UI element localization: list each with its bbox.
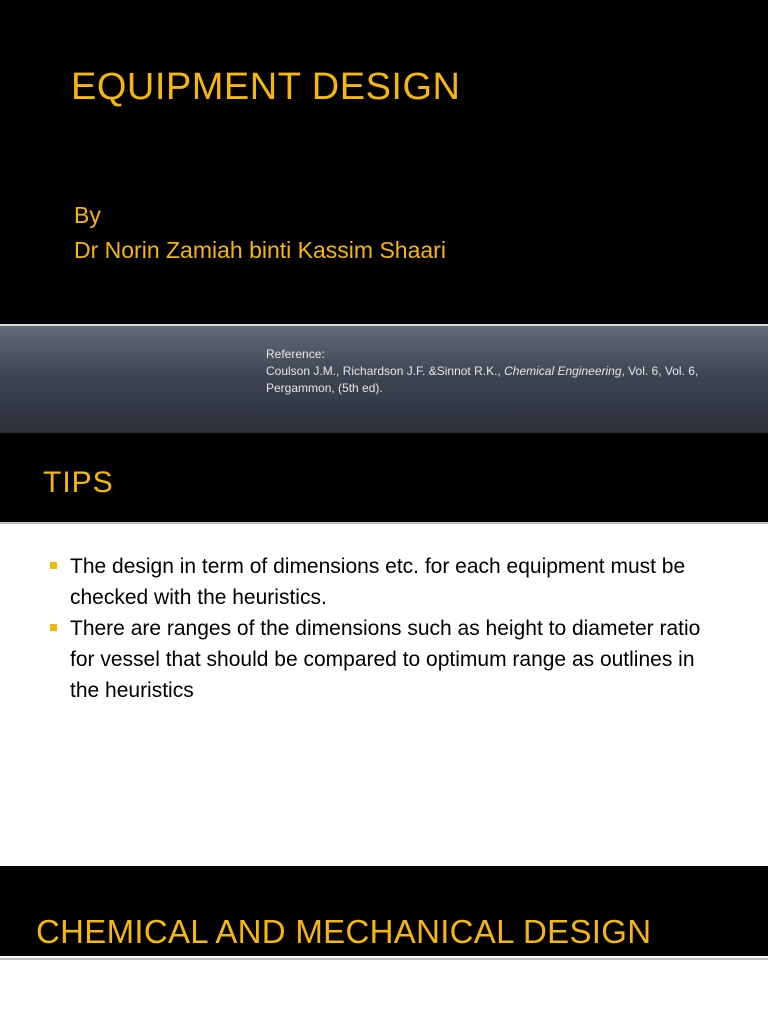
bullet-icon <box>50 624 57 631</box>
bullet-text: The design in term of dimensions etc. for each equipment must be checked with the heuristics. <box>70 555 686 609</box>
reference-details: , Vol. 6, Vol. 6, Pergammon, (5th ed). <box>266 364 699 395</box>
author-name: Dr Norin Zamiah binti Kassim Shaari <box>74 237 446 263</box>
author-block <box>74 198 446 268</box>
slide-title: EQUIPMENT DESIGN <box>71 66 461 108</box>
list-item <box>48 551 728 613</box>
list-item <box>48 613 728 706</box>
reference-text <box>266 346 726 397</box>
bullet-list <box>48 551 728 706</box>
reference-label: Reference: <box>266 347 325 361</box>
reference-citation <box>266 363 726 397</box>
reference-book-title: Chemical Engineering <box>504 364 622 378</box>
tips-slide <box>0 433 768 866</box>
design-slide <box>0 866 768 1024</box>
reference-authors: Coulson J.M., Richardson J.F. &Sinnot R.K., <box>266 364 505 378</box>
divider <box>0 522 768 524</box>
bullet-text: There are ranges of the dimensions such as height to diameter ratio for vessel that should be compared to optimum range as outlines in the heuristics <box>70 617 701 702</box>
by-label: By <box>74 202 101 228</box>
divider <box>0 958 768 960</box>
slide-title: TIPS <box>43 466 114 499</box>
slide-header <box>0 866 768 956</box>
slide-header <box>0 433 768 522</box>
bullet-icon <box>50 562 57 569</box>
slide-title: CHEMICAL AND MECHANICAL DESIGN <box>36 913 652 950</box>
title-slide <box>0 0 768 433</box>
